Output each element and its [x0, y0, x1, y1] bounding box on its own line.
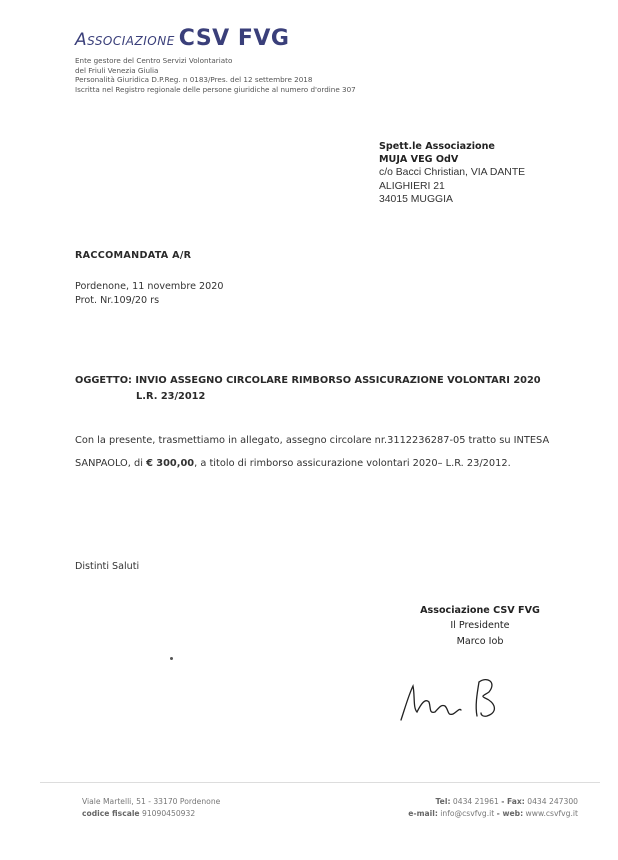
- letter-date: Pordenone, 11 novembre 2020: [75, 281, 224, 292]
- web-link[interactable]: www.csvfvg.it: [525, 808, 578, 818]
- delivery-method: RACCOMANDATA A/R: [75, 250, 192, 261]
- recipient-block: [379, 140, 525, 206]
- tel-value: 0434 21961: [452, 797, 499, 806]
- protocol-number: Prot. Nr.109/20 rs: [75, 295, 160, 307]
- letterhead-line: del Friuli Venezia Giulia: [75, 65, 159, 75]
- footer-divider: [40, 782, 600, 783]
- recipient-name: MUJA VEG OdV: [379, 154, 459, 166]
- footer-phone-line: [408, 796, 578, 808]
- amount: € 300,00: [146, 457, 195, 469]
- letterhead-line: Iscritta nel Registro regionale delle persone giuridiche al numero d'ordine 307: [75, 84, 356, 94]
- recipient-address-3: 34015 MUGGIA: [379, 193, 453, 205]
- scan-speck: [170, 657, 173, 660]
- signoff-role: Il Presidente: [450, 620, 510, 632]
- signoff-name: Marco Iob: [456, 635, 504, 647]
- body-line-2-end: , a titolo di rimborso assicurazione volontari 2020– L.R. 23/2012.: [194, 457, 511, 469]
- footer-tax-code: [82, 808, 220, 820]
- letterhead-line: Personalità Giuridica D.P.Reg. n 0183/Pres. del 12 settembre 2018: [75, 75, 313, 85]
- footer-address-block: [82, 796, 220, 820]
- recipient-address-1: c/o Bacci Christian, VIA DANTE: [379, 167, 526, 179]
- closing-greeting: Distinti Saluti: [75, 561, 140, 572]
- body-line-1: Con la presente, trasmettiamo in allegato, assegno circolare nr.3112236287-05 tratto su INTESA: [75, 435, 550, 446]
- recipient-address-2: ALIGHIERI 21: [379, 180, 445, 192]
- handwritten-signature: [395, 668, 525, 732]
- footer-address: Viale Martelli, 51 - 33170 Pordenone: [82, 797, 221, 806]
- footer-web-line: [408, 808, 578, 820]
- email-label: e-mail:: [408, 808, 438, 818]
- subject-line: [75, 373, 541, 405]
- subject-line-2: L.R. 23/2012: [136, 391, 206, 402]
- signoff-block: [400, 603, 560, 649]
- email-link[interactable]: info@csvfvg.it: [440, 808, 495, 818]
- subject-line-1: OGGETTO: INVIO ASSEGNO CIRCOLARE RIMBORSO ASSICURAZIONE VOLONTARI 2020: [75, 375, 541, 386]
- body-line-2: [75, 453, 535, 476]
- web-label: - web:: [496, 808, 524, 818]
- fax-label: - Fax:: [501, 797, 525, 806]
- recipient-salutation: Spett.le Associazione: [379, 141, 495, 152]
- tax-code-value: 91090450932: [142, 808, 196, 818]
- tax-code-label: codice fiscale: [82, 808, 140, 818]
- letterhead-name-main: CSV FVG: [178, 26, 290, 51]
- letter-body: [75, 430, 550, 475]
- letterhead-line: Ente gestore del Centro Servizi Volontariato: [75, 56, 233, 65]
- fax-value: 0434 247300: [527, 797, 578, 806]
- footer-contact-block: [408, 796, 578, 820]
- signoff-organization: Associazione CSV FVG: [420, 605, 540, 616]
- letterhead-name-prefix: Associazione: [75, 30, 175, 50]
- letterhead-details: [75, 56, 356, 94]
- body-line-2-start: SANPAOLO, di: [75, 457, 147, 469]
- letterhead-title: [75, 26, 289, 51]
- date-block: [75, 280, 223, 309]
- tel-label: Tel:: [435, 797, 451, 806]
